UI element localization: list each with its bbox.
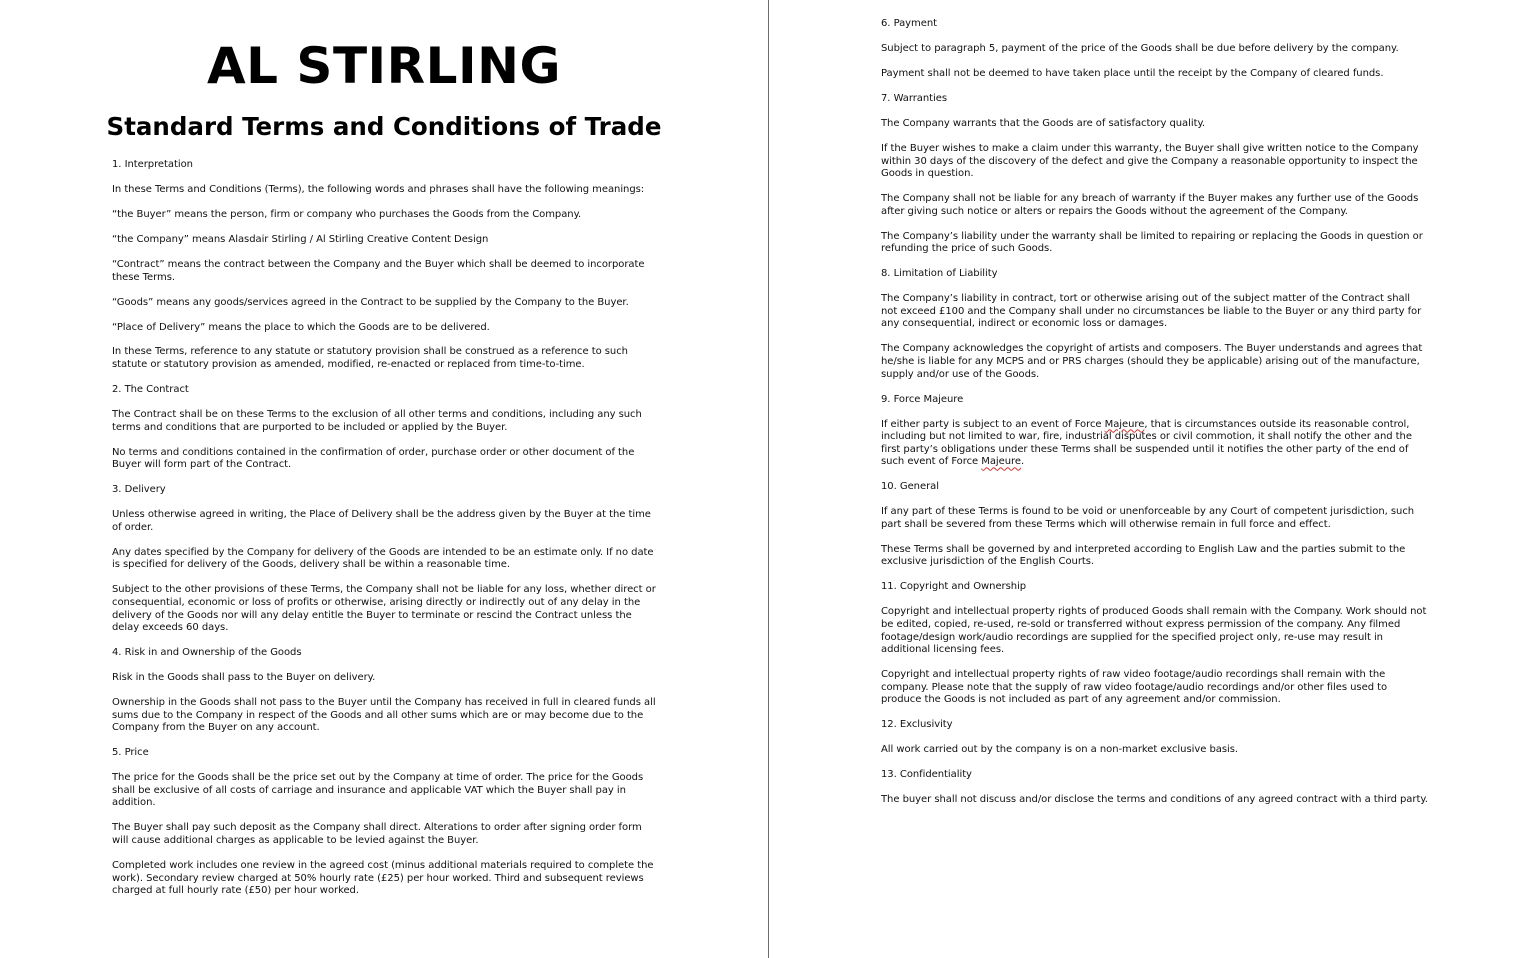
right-column bbox=[881, 18, 1429, 819]
section-heading-general: 10. General bbox=[881, 481, 939, 493]
paragraph: The Company’s liability in contract, tort or otherwise arising out of the subject matter of the Contract shall not exceed £100 and the Company shall under no circumstances be liable to the Buyer or any third party for any consequential, indirect or economic loss or damages. bbox=[881, 293, 1422, 330]
paragraph: In these Terms and Conditions (Terms), the following words and phrases shall have the following meanings: bbox=[112, 183, 645, 195]
section-heading-risk-ownership: 4. Risk in and Ownership of the Goods bbox=[112, 647, 302, 659]
paragraph: Any dates specified by the Company for delivery of the Goods are intended to be an estimate only. If no date is specified for delivery of the Goods, delivery shall be within a reasonable time. bbox=[112, 546, 654, 571]
paragraph: Unless otherwise agreed in writing, the Place of Delivery shall be the address given by the Buyer at the time of order. bbox=[112, 509, 651, 533]
text-fragment: If either party is subject to an event of Force bbox=[881, 418, 1105, 430]
paragraph: The buyer shall not discuss and/or disclose the terms and conditions of any agreed contract with a third party. bbox=[881, 794, 1428, 806]
document-title: AL STIRLING bbox=[206, 37, 562, 95]
paragraph: “Contract” means the contract between the Company and the Buyer which shall be deemed to incorporate these Terms. bbox=[112, 258, 645, 283]
paragraph: Subject to the other provisions of these Terms, the Company shall not be liable for any loss, whether direct or consequential, economic or loss of profits or otherwise, arising directly or indirectly out of any delay in the delivery of the Goods nor will any delay entitle the Buyer to terminate or rescind the Contract unless the delay exceeds 60 days. bbox=[112, 584, 656, 634]
paragraph: All work carried out by the company is on a non-market exclusive basis. bbox=[881, 744, 1238, 756]
paragraph: No terms and conditions contained in the confirmation of order, purchase order or other document of the Buyer will form part of the Contract. bbox=[112, 446, 635, 471]
section-heading-limitation-of-liability: 8. Limitation of Liability bbox=[881, 268, 998, 280]
paragraph: “the Buyer” means the person, firm or company who purchases the Goods from the Company. bbox=[112, 208, 582, 220]
paragraph: Ownership in the Goods shall not pass to the Buyer until the Company has received in full in cleared funds all sums due to the Company in respect of the Goods and all other sums which are or may become due to the Company from the Buyer on any account. bbox=[112, 697, 656, 734]
paragraph: The Company acknowledges the copyright of artists and composers. The Buyer understands and agrees that he/she is liable for any MCPS and or PRS charges (should they be applicable) arising out of the manufacture, supply and/or use of the Goods. bbox=[881, 343, 1423, 380]
right-page bbox=[769, 0, 1536, 958]
paragraph: The price for the Goods shall be the price set out by the Company at time of order. The price for the Goods shall be exclusive of all costs of carriage and insurance and applicable VAT which the Buyer shall pay in addition. bbox=[112, 772, 644, 809]
paragraph: Completed work includes one review in the agreed cost (minus additional materials required to complete the work). Secondary review charged at 50% hourly rate (£25) per hour worked. Third and subsequent reviews charged at full hourly rate (£50) per hour worked. bbox=[112, 859, 654, 897]
text-fragment: , that is circumstances outside its reasonable control, including but not limited to war, fire, industrial disputes or civil commotion, it shall notify the other and the first party’s obligations under these Terms shall be suspended until it notifies the other party of the end of such event of Force bbox=[881, 418, 1412, 468]
section-heading-exclusivity: 12. Exclusivity bbox=[881, 719, 953, 731]
section-heading-warranties: 7. Warranties bbox=[881, 92, 948, 104]
section-heading-delivery: 3. Delivery bbox=[112, 484, 166, 496]
paragraph: The Company warrants that the Goods are of satisfactory quality. bbox=[881, 117, 1206, 129]
section-heading-the-contract: 2. The Contract bbox=[112, 384, 189, 396]
left-column bbox=[112, 159, 660, 910]
document-subtitle: Standard Terms and Conditions of Trade bbox=[106, 112, 662, 141]
paragraph: The Buyer shall pay such deposit as the Company shall direct. Alterations to order after signing order form will cause additional charges as applicable to be levied against the Buyer. bbox=[112, 822, 642, 846]
paragraph: Copyright and intellectual property rights of produced Goods shall remain with the Company. Work should not be edited, copied, re-used, re-sold or transferred without express permission of the company. Any filmed footage/design work/audio recordings are supplied for the specified project only, re-use may result in additional licensing fees. bbox=[881, 606, 1427, 656]
section-heading-price: 5. Price bbox=[112, 747, 149, 759]
paragraph: The Company’s liability under the warranty shall be limited to repairing or replacing the Goods in question or refunding the price of such Goods. bbox=[881, 230, 1423, 255]
paragraph: “Place of Delivery” means the place to which the Goods are to be delivered. bbox=[112, 321, 490, 333]
section-heading-force-majeure: 9. Force Majeure bbox=[881, 393, 964, 405]
paragraph: Risk in the Goods shall pass to the Buyer on delivery. bbox=[112, 672, 376, 684]
paragraph: Copyright and intellectual property rights of raw video footage/audio recordings shall remain with the company. Please note that the supply of raw video footage/audio recordings and/or other files used to produce the Goods is not included as part of any agreement and/or commission. bbox=[881, 669, 1388, 706]
paragraph: If the Buyer wishes to make a claim under this warranty, the Buyer shall give written notice to the Company within 30 days of the discovery of the defect and give the Company a reasonable opportunity to inspect the Goods in question. bbox=[881, 142, 1419, 180]
section-heading-confidentiality: 13. Confidentiality bbox=[881, 769, 972, 781]
spellcheck-flagged-word[interactable]: Majeure bbox=[1104, 418, 1145, 430]
paragraph: These Terms shall be governed by and interpreted according to English Law and the parties submit to the exclusive jurisdiction of the English Courts. bbox=[881, 543, 1406, 568]
text-fragment: . bbox=[1021, 456, 1025, 468]
paragraph: Subject to paragraph 5, payment of the price of the Goods shall be due before delivery by the company. bbox=[881, 42, 1399, 54]
spellcheck-flagged-word[interactable]: Majeure bbox=[981, 456, 1021, 468]
paragraph: In these Terms, reference to any statute or statutory provision shall be construed as a reference to such statute or statutory provision as amended, modified, re-enacted or replaced from time-to-time. bbox=[112, 346, 628, 371]
paragraph: The Contract shall be on these Terms to the exclusion of all other terms and conditions, including any such terms and conditions that are purported to be included or applied by the Buyer. bbox=[112, 409, 642, 433]
paragraph: “Goods” means any goods/services agreed in the Contract to be supplied by the Company to the Buyer. bbox=[112, 296, 629, 308]
section-heading-interpretation: 1. Interpretation bbox=[112, 159, 193, 170]
paragraph-force-majeure bbox=[881, 419, 1429, 469]
paragraph: Payment shall not be deemed to have taken place until the receipt by the Company of cleared funds. bbox=[881, 67, 1384, 79]
paragraph: If any part of these Terms is found to be void or unenforceable by any Court of competent jurisdiction, such part shall be severed from these Terms which will otherwise remain in full force and effect. bbox=[881, 506, 1415, 530]
paragraph: “the Company” means Alasdair Stirling / Al Stirling Creative Content Design bbox=[112, 233, 489, 245]
section-heading-payment: 6. Payment bbox=[881, 18, 937, 29]
section-heading-copyright-ownership: 11. Copyright and Ownership bbox=[881, 581, 1027, 593]
paragraph: The Company shall not be liable for any breach of warranty if the Buyer makes any further use of the Goods after giving such notice or alters or repairs the Goods without the agreement of the Company. bbox=[881, 193, 1419, 217]
